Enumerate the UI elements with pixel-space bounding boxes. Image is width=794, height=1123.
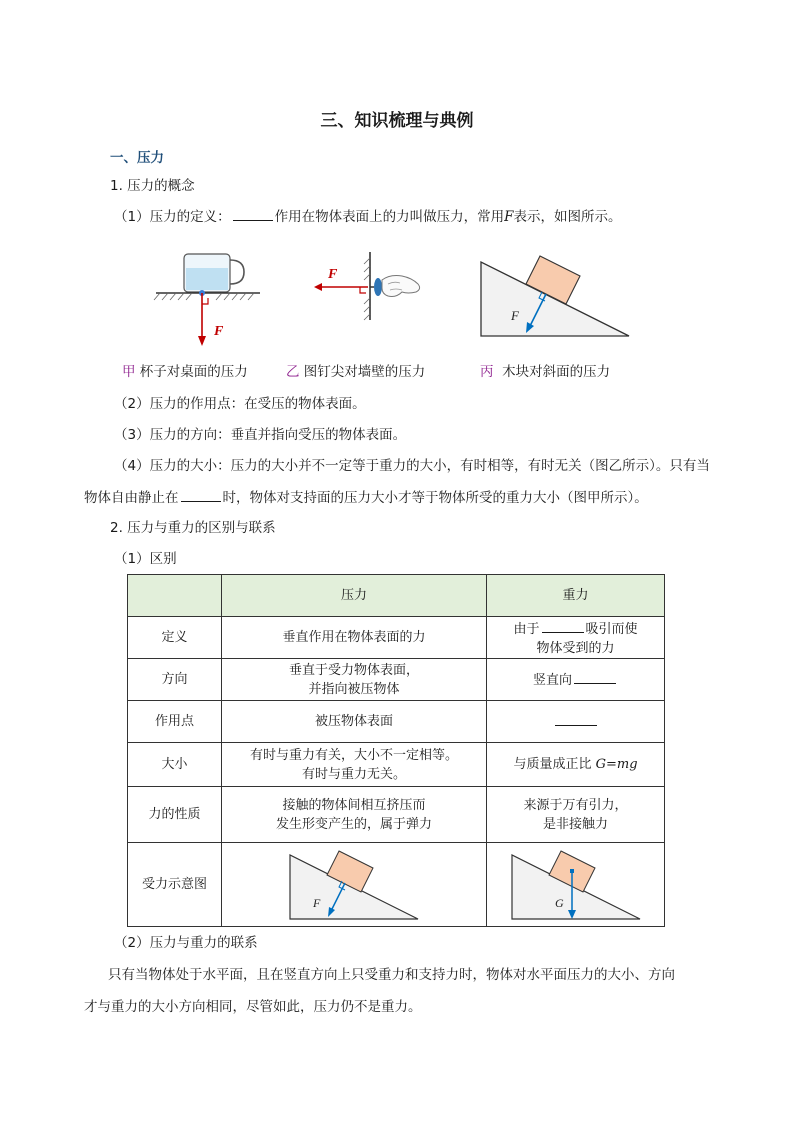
center-of-mass bbox=[570, 869, 574, 873]
row-label: 受力示意图 bbox=[128, 843, 222, 927]
pressure-arrowhead bbox=[314, 283, 322, 291]
difference-heading: （1）区别 bbox=[114, 551, 177, 567]
force-label-slope: F bbox=[511, 308, 519, 323]
cell-text: 与质量成正比 bbox=[513, 757, 596, 772]
comparison-table bbox=[127, 574, 665, 927]
force-label: F bbox=[313, 895, 321, 910]
row-label: 大小 bbox=[128, 743, 222, 787]
size-blank bbox=[181, 487, 221, 502]
definition-prefix: （1）压力的定义： bbox=[114, 209, 231, 225]
cell-gravity bbox=[487, 617, 665, 659]
caption-text: 图钉尖对墙壁的压力 bbox=[303, 364, 426, 380]
link-line-2: 才与重力的大小方向相同，尽管如此，压力仍不是重力。 bbox=[84, 999, 422, 1015]
force-label-tack: F bbox=[328, 267, 338, 282]
table-row-diagram bbox=[128, 843, 665, 927]
table-header-row bbox=[128, 575, 665, 617]
cup-handle bbox=[230, 260, 244, 284]
table-row-direction bbox=[128, 659, 665, 701]
caption-text: 杯子对桌面的压力 bbox=[139, 364, 248, 380]
figure-thumbtack-on-wall bbox=[308, 250, 426, 322]
caption-yi bbox=[286, 362, 425, 382]
header-empty-cell bbox=[128, 575, 222, 617]
cell-pressure: 被压物体表面 bbox=[222, 701, 487, 743]
cell-gravity bbox=[487, 659, 665, 701]
link-line-1: 只有当物体处于水平面，且在竖直方向上只受重力和支持力时，物体对水平面压力的大小、方向 bbox=[108, 967, 675, 983]
cell-text: 并指向被压物体 bbox=[308, 681, 400, 697]
cell-text: 有时与重力无关。 bbox=[301, 766, 406, 782]
row-label: 定义 bbox=[128, 617, 222, 659]
cell-text: 接触的物体间相互挤压而 bbox=[282, 797, 426, 813]
figure-block-on-slope bbox=[478, 254, 632, 338]
header-gravity: 重力 bbox=[487, 575, 665, 617]
wall-hatching bbox=[364, 258, 370, 320]
table-row-point bbox=[128, 701, 665, 743]
section-heading: 一、压力 bbox=[110, 150, 164, 166]
thumbtack-head bbox=[374, 278, 382, 296]
row-label: 力的性质 bbox=[128, 787, 222, 843]
cell-pressure bbox=[222, 743, 487, 787]
caption-mark: 乙 bbox=[286, 364, 300, 380]
relation-heading: 2. 压力与重力的区别与联系 bbox=[110, 520, 276, 536]
cell-blank bbox=[542, 618, 584, 633]
size-line-2 bbox=[84, 487, 648, 508]
size-line-2-a: 物体自由静止在 bbox=[84, 490, 179, 506]
cell-pressure-diagram bbox=[222, 843, 487, 927]
row-label: 方向 bbox=[128, 659, 222, 701]
definition-blank bbox=[233, 206, 273, 221]
concept-heading: 1. 压力的概念 bbox=[110, 178, 195, 194]
gravity-diagram bbox=[509, 849, 643, 921]
caption-mark: 丙 bbox=[480, 364, 494, 380]
cell-gravity bbox=[487, 743, 665, 787]
cell-text: 吸引而使 bbox=[585, 621, 638, 637]
cell-text: 由于 bbox=[513, 621, 540, 637]
cell-text: 物体受到的力 bbox=[536, 640, 615, 656]
cell-pressure bbox=[222, 659, 487, 701]
table-row-nature bbox=[128, 787, 665, 843]
size-line-1: （4）压力的大小：压力的大小并不一定等于重力的大小，有时相等，有时无关（图乙所示）。只有当 bbox=[114, 458, 710, 474]
cell-text: 来源于万有引力， bbox=[523, 797, 628, 813]
cell-blank bbox=[555, 711, 597, 726]
figure-cup-on-table bbox=[150, 246, 265, 350]
caption-bing bbox=[480, 362, 610, 382]
formula: G=mg bbox=[595, 757, 638, 772]
right-angle-mark bbox=[360, 287, 366, 293]
direction-line: （3）压力的方向：垂直并指向受压的物体表面。 bbox=[114, 427, 407, 443]
caption-text: 木块对斜面的压力 bbox=[502, 364, 611, 380]
definition-line bbox=[114, 206, 621, 227]
pressure-arrowhead bbox=[198, 336, 206, 346]
cell-gravity bbox=[487, 787, 665, 843]
cell-text: 垂直于受力物体表面， bbox=[288, 662, 419, 678]
force-label: G bbox=[554, 895, 564, 910]
right-angle-mark bbox=[202, 298, 208, 304]
cell-text: 有时与重力有关，大小不一定相等。 bbox=[249, 747, 458, 763]
table-row-size bbox=[128, 743, 665, 787]
action-point-line: （2）压力的作用点：在受压的物体表面。 bbox=[114, 396, 366, 412]
pressure-diagram bbox=[287, 849, 421, 921]
force-label-cup: F bbox=[214, 324, 224, 339]
cup-water bbox=[186, 268, 228, 290]
caption-mark: 甲 bbox=[122, 364, 136, 380]
definition-variable: F bbox=[504, 209, 514, 225]
cell-text: 是非接触力 bbox=[542, 816, 608, 832]
definition-suffix-a: 作用在物体表面上的力叫做压力，常用 bbox=[274, 209, 505, 225]
caption-jia bbox=[122, 362, 248, 382]
page-title: 三、知识梳理与典例 bbox=[320, 111, 474, 131]
definition-suffix-b: 表示，如图所示。 bbox=[513, 209, 622, 225]
hand bbox=[382, 276, 420, 297]
cell-gravity-diagram bbox=[487, 843, 665, 927]
cell-gravity bbox=[487, 701, 665, 743]
cell-blank bbox=[574, 669, 616, 684]
cell-text: 竖直向 bbox=[532, 673, 572, 688]
cell-pressure bbox=[222, 787, 487, 843]
table-row-definition bbox=[128, 617, 665, 659]
header-pressure: 压力 bbox=[222, 575, 487, 617]
size-line-2-b: 时，物体对支持面的压力大小才等于物体所受的重力大小（图甲所示）。 bbox=[222, 490, 648, 506]
cell-text: 发生形变产生的，属于弹力 bbox=[275, 816, 432, 832]
cell-pressure: 垂直作用在物体表面的力 bbox=[222, 617, 487, 659]
link-heading: （2）压力与重力的联系 bbox=[114, 935, 258, 951]
row-label: 作用点 bbox=[128, 701, 222, 743]
